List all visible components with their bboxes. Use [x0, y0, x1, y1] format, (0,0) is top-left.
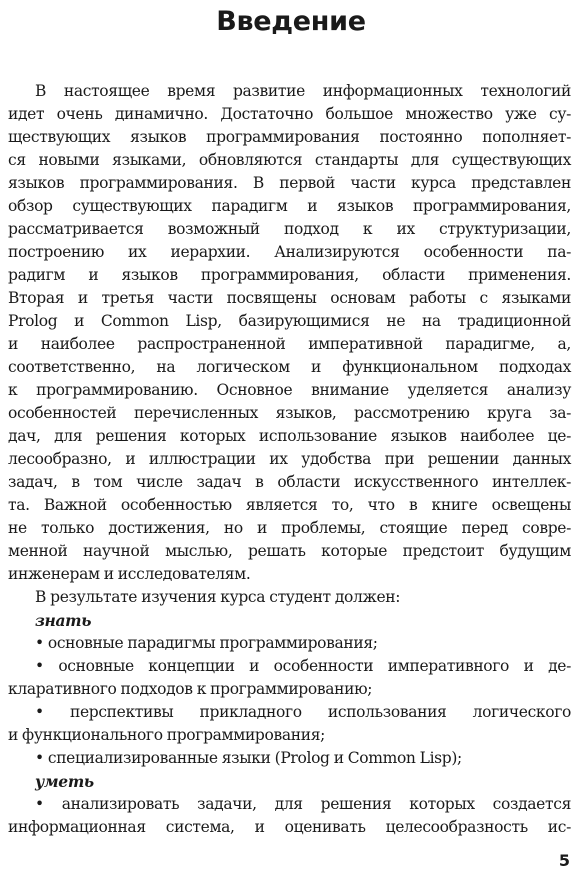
text-line: менной научной мыслью, решать которые предстоит будущим	[8, 542, 571, 560]
able-heading: уметь	[35, 772, 94, 791]
intro-paragraph	[8, 80, 571, 586]
text-line: та. Важной особенностью является то, что в книге освещены	[8, 496, 571, 514]
text-line: Вторая и третья части посвящены основам работы с языками	[8, 289, 571, 307]
know-heading: знать	[35, 611, 92, 630]
text-line: особенностей перечисленных языков, рассмотрению круга за-	[8, 404, 571, 422]
text-line: инженерам и исследователям.	[8, 565, 251, 583]
able-list	[8, 793, 571, 839]
page-number: 5	[558, 851, 570, 870]
list-item: • основные парадигмы программирования;	[35, 634, 378, 652]
text-line: лесообразно, и иллюстрации их удобства при решении данных	[8, 450, 571, 468]
list-item: • специализированные языки (Prolog и Common Lisp);	[35, 749, 462, 767]
text-line: обзор существующих парадигм и языков программирования,	[8, 197, 571, 215]
text-line: ся новыми языками, обновляются стандарты для существующих	[8, 151, 571, 169]
text-line: В настоящее время развитие информационных технологий	[35, 82, 571, 100]
text-line: рассматривается возможный подход к их структуризации,	[8, 220, 571, 238]
text-line: задач, в том числе задач в области искусственного интеллек-	[8, 473, 571, 491]
text-line: построению их иерархии. Анализируются особенности па-	[8, 243, 571, 261]
text-line: и наиболее распространенной императивной парадигме, а,	[8, 335, 571, 353]
text-line: языков программирования. В первой части курса представлен	[8, 174, 571, 192]
text-line: радигм и языков программирования, области применения.	[8, 266, 571, 284]
text-line: ществующих языков программирования постоянно пополняет-	[8, 128, 571, 146]
list-item-continuation: информационная система, и оценивать целесообразность ис-	[8, 818, 571, 836]
text-line: не только достижения, но и проблемы, стоящие перед совре-	[8, 519, 571, 537]
list-item: • основные концепции и особенности императивного и де-	[35, 657, 571, 675]
list-item-continuation: и функционального программирования;	[8, 726, 326, 744]
result-line: В результате изучения курса студент должен:	[35, 588, 401, 606]
page-title: Введение	[216, 6, 366, 37]
list-item-continuation: кларативного подходов к программированию;	[8, 680, 373, 698]
list-item: • анализировать задачи, для решения которых создается	[35, 795, 571, 813]
text-line: соответственно, на логическом и функциональном подходах	[8, 358, 571, 376]
text-line: идет очень динамично. Достаточно большое множество уже су-	[8, 105, 571, 123]
list-item: • перспективы прикладного использования логического	[35, 703, 571, 721]
text-line: Prolog и Common Lisp, базирующимися не на традиционной	[8, 312, 571, 330]
know-list	[8, 632, 571, 770]
text-line: дач, для решения которых использование языков наиболее це-	[8, 427, 571, 445]
text-line: к программированию. Основное внимание уделяется анализу	[8, 381, 571, 399]
body-text	[8, 80, 571, 839]
